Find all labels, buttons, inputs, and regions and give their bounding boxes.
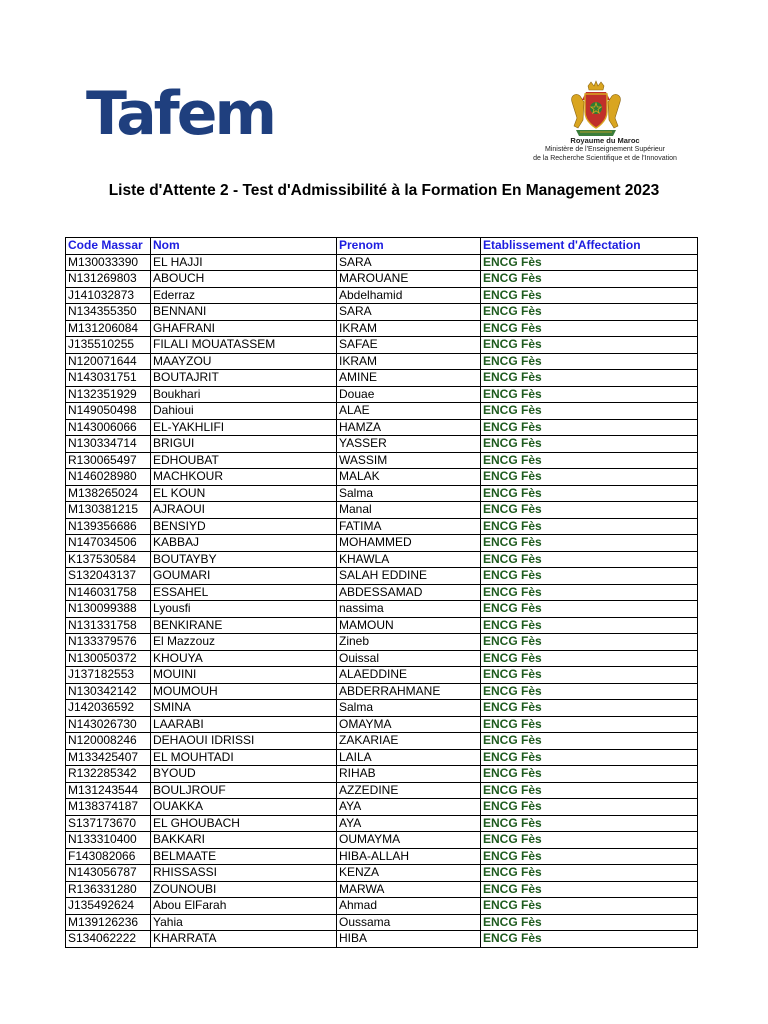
table-row xyxy=(66,716,698,733)
code-massar-cell: N130334714 xyxy=(66,436,151,453)
nom-cell: Boukhari xyxy=(151,386,337,403)
prenom-cell: AYA xyxy=(337,815,481,832)
nom-cell: BENNANI xyxy=(151,304,337,321)
code-massar-cell: N130050372 xyxy=(66,650,151,667)
etablissement-cell: ENCG Fès xyxy=(481,700,698,717)
prenom-cell: MAROUANE xyxy=(337,271,481,288)
etablissement-cell: ENCG Fès xyxy=(481,799,698,816)
nom-cell: Lyousfi xyxy=(151,601,337,618)
code-massar-cell: J142036592 xyxy=(66,700,151,717)
etablissement-cell: ENCG Fès xyxy=(481,848,698,865)
table-row xyxy=(66,634,698,651)
nom-cell: BENSIYD xyxy=(151,518,337,535)
nom-cell: ESSAHEL xyxy=(151,584,337,601)
waiting-list-table xyxy=(65,237,698,948)
nom-cell: Abou ElFarah xyxy=(151,898,337,915)
table-row xyxy=(66,271,698,288)
code-massar-cell: F143082066 xyxy=(66,848,151,865)
etablissement-cell: ENCG Fès xyxy=(481,650,698,667)
nom-cell: Dahioui xyxy=(151,403,337,420)
prenom-cell: SALAH EDDINE xyxy=(337,568,481,585)
nom-cell: MAAYZOU xyxy=(151,353,337,370)
prenom-cell: ABDERRAHMANE xyxy=(337,683,481,700)
prenom-cell: IKRAM xyxy=(337,320,481,337)
nom-cell: KHARRATA xyxy=(151,931,337,948)
nom-cell: SMINA xyxy=(151,700,337,717)
prenom-cell: KHAWLA xyxy=(337,551,481,568)
table-body xyxy=(66,254,698,947)
nom-cell: Ederraz xyxy=(151,287,337,304)
code-massar-cell: N120071644 xyxy=(66,353,151,370)
table-row xyxy=(66,799,698,816)
nom-cell: EL HAJJI xyxy=(151,254,337,271)
code-massar-cell: S132043137 xyxy=(66,568,151,585)
nom-cell: BOUTAYBY xyxy=(151,551,337,568)
etablissement-cell: ENCG Fès xyxy=(481,485,698,502)
prenom-cell: KENZA xyxy=(337,865,481,882)
table-row xyxy=(66,568,698,585)
etablissement-cell: ENCG Fès xyxy=(481,304,698,321)
etablissement-cell: ENCG Fès xyxy=(481,271,698,288)
prenom-cell: SARA xyxy=(337,254,481,271)
nom-cell: BOUTAJRIT xyxy=(151,370,337,387)
table-row xyxy=(66,667,698,684)
etablissement-cell: ENCG Fès xyxy=(481,452,698,469)
code-massar-cell: K137530584 xyxy=(66,551,151,568)
document-title: Liste d'Attente 2 - Test d'Admissibilité à la Formation En Management 2023 xyxy=(108,182,660,199)
code-massar-cell: N130342142 xyxy=(66,683,151,700)
table-row xyxy=(66,584,698,601)
etablissement-cell: ENCG Fès xyxy=(481,914,698,931)
nom-cell: El Mazzouz xyxy=(151,634,337,651)
nom-cell: GOUMARI xyxy=(151,568,337,585)
table-row xyxy=(66,898,698,915)
etablissement-cell: ENCG Fès xyxy=(481,667,698,684)
code-massar-cell: S134062222 xyxy=(66,931,151,948)
code-massar-cell: N131269803 xyxy=(66,271,151,288)
code-massar-cell: S137173670 xyxy=(66,815,151,832)
code-massar-cell: N143031751 xyxy=(66,370,151,387)
table-row xyxy=(66,403,698,420)
nom-cell: ZOUNOUBI xyxy=(151,881,337,898)
nom-cell: BENKIRANE xyxy=(151,617,337,634)
prenom-cell: HAMZA xyxy=(337,419,481,436)
prenom-cell: Ouissal xyxy=(337,650,481,667)
nom-cell: EDHOUBAT xyxy=(151,452,337,469)
etablissement-cell: ENCG Fès xyxy=(481,337,698,354)
code-massar-cell: M131243544 xyxy=(66,782,151,799)
etablissement-cell: ENCG Fès xyxy=(481,733,698,750)
prenom-cell: SAFAE xyxy=(337,337,481,354)
nom-cell: AJRAOUI xyxy=(151,502,337,519)
table-row xyxy=(66,617,698,634)
table-row xyxy=(66,452,698,469)
nom-cell: EL MOUHTADI xyxy=(151,749,337,766)
prenom-cell: FATIMA xyxy=(337,518,481,535)
table-row xyxy=(66,683,698,700)
prenom-cell: IKRAM xyxy=(337,353,481,370)
table-row xyxy=(66,535,698,552)
code-massar-cell: N130099388 xyxy=(66,601,151,618)
table-row xyxy=(66,469,698,486)
table-row xyxy=(66,386,698,403)
code-massar-cell: M130033390 xyxy=(66,254,151,271)
code-massar-cell: M138374187 xyxy=(66,799,151,816)
header-etablissement: Etablissement d'Affectation xyxy=(481,238,698,255)
code-massar-cell: M133425407 xyxy=(66,749,151,766)
table-row xyxy=(66,370,698,387)
etablissement-cell: ENCG Fès xyxy=(481,881,698,898)
etablissement-cell: ENCG Fès xyxy=(481,832,698,849)
prenom-cell: Douae xyxy=(337,386,481,403)
prenom-cell: Zineb xyxy=(337,634,481,651)
code-massar-cell: N147034506 xyxy=(66,535,151,552)
nom-cell: BAKKARI xyxy=(151,832,337,849)
table-row xyxy=(66,601,698,618)
etablissement-cell: ENCG Fès xyxy=(481,634,698,651)
prenom-cell: ALAEDDINE xyxy=(337,667,481,684)
etablissement-cell: ENCG Fès xyxy=(481,617,698,634)
prenom-cell: AZZEDINE xyxy=(337,782,481,799)
table-row xyxy=(66,353,698,370)
etablissement-cell: ENCG Fès xyxy=(481,601,698,618)
prenom-cell: Salma xyxy=(337,485,481,502)
table-row xyxy=(66,518,698,535)
table-row xyxy=(66,766,698,783)
nom-cell: RHISSASSI xyxy=(151,865,337,882)
header-code-massar: Code Massar xyxy=(66,238,151,255)
etablissement-cell: ENCG Fès xyxy=(481,749,698,766)
etablissement-cell: ENCG Fès xyxy=(481,353,698,370)
nom-cell: BYOUD xyxy=(151,766,337,783)
table-row xyxy=(66,848,698,865)
table-row xyxy=(66,700,698,717)
table-row xyxy=(66,865,698,882)
prenom-cell: MALAK xyxy=(337,469,481,486)
prenom-cell: MOHAMMED xyxy=(337,535,481,552)
header-prenom: Prenom xyxy=(337,238,481,255)
nom-cell: KHOUYA xyxy=(151,650,337,667)
prenom-cell: Manal xyxy=(337,502,481,519)
table-row xyxy=(66,320,698,337)
prenom-cell: OMAYMA xyxy=(337,716,481,733)
code-massar-cell: J137182553 xyxy=(66,667,151,684)
code-massar-cell: J135510255 xyxy=(66,337,151,354)
prenom-cell: RIHAB xyxy=(337,766,481,783)
table-row xyxy=(66,881,698,898)
nom-cell: DEHAOUI IDRISSI xyxy=(151,733,337,750)
prenom-cell: OUMAYMA xyxy=(337,832,481,849)
table-row xyxy=(66,287,698,304)
code-massar-cell: N143026730 xyxy=(66,716,151,733)
prenom-cell: ZAKARIAE xyxy=(337,733,481,750)
code-massar-cell: N143056787 xyxy=(66,865,151,882)
nom-cell: EL KOUN xyxy=(151,485,337,502)
prenom-cell: Salma xyxy=(337,700,481,717)
nom-cell: KABBAJ xyxy=(151,535,337,552)
etablissement-cell: ENCG Fès xyxy=(481,502,698,519)
code-massar-cell: R132285342 xyxy=(66,766,151,783)
code-massar-cell: N133310400 xyxy=(66,832,151,849)
table-row xyxy=(66,782,698,799)
code-massar-cell: N143006066 xyxy=(66,419,151,436)
code-massar-cell: N131331758 xyxy=(66,617,151,634)
code-massar-cell: N134355350 xyxy=(66,304,151,321)
prenom-cell: MARWA xyxy=(337,881,481,898)
nom-cell: EL GHOUBACH xyxy=(151,815,337,832)
etablissement-cell: ENCG Fès xyxy=(481,535,698,552)
code-massar-cell: R136331280 xyxy=(66,881,151,898)
code-massar-cell: M130381215 xyxy=(66,502,151,519)
code-massar-cell: N132351929 xyxy=(66,386,151,403)
code-massar-cell: M138265024 xyxy=(66,485,151,502)
etablissement-cell: ENCG Fès xyxy=(481,403,698,420)
table-row xyxy=(66,419,698,436)
prenom-cell: HIBA xyxy=(337,931,481,948)
nom-cell: ABOUCH xyxy=(151,271,337,288)
code-massar-cell: J135492624 xyxy=(66,898,151,915)
etablissement-cell: ENCG Fès xyxy=(481,436,698,453)
nom-cell: LAARABI xyxy=(151,716,337,733)
code-massar-cell: N146028980 xyxy=(66,469,151,486)
prenom-cell: HIBA-ALLAH xyxy=(337,848,481,865)
etablissement-cell: ENCG Fès xyxy=(481,370,698,387)
code-massar-cell: N149050498 xyxy=(66,403,151,420)
code-massar-cell: M131206084 xyxy=(66,320,151,337)
nom-cell: FILALI MOUATASSEM xyxy=(151,337,337,354)
table-row xyxy=(66,551,698,568)
nom-cell: BRIGUI xyxy=(151,436,337,453)
etablissement-cell: ENCG Fès xyxy=(481,287,698,304)
table-row xyxy=(66,832,698,849)
etablissement-cell: ENCG Fès xyxy=(481,386,698,403)
table-row xyxy=(66,914,698,931)
tafem-logo: Tafem xyxy=(86,79,274,149)
table-row xyxy=(66,749,698,766)
code-massar-cell: N146031758 xyxy=(66,584,151,601)
ministry-caption xyxy=(520,136,690,163)
nom-cell: EL-YAKHLIFI xyxy=(151,419,337,436)
etablissement-cell: ENCG Fès xyxy=(481,419,698,436)
etablissement-cell: ENCG Fès xyxy=(481,782,698,799)
prenom-cell: Oussama xyxy=(337,914,481,931)
kingdom-name: Royaume du Maroc xyxy=(570,136,640,145)
table-row xyxy=(66,502,698,519)
etablissement-cell: ENCG Fès xyxy=(481,469,698,486)
etablissement-cell: ENCG Fès xyxy=(481,865,698,882)
nom-cell: BOULJROUF xyxy=(151,782,337,799)
etablissement-cell: ENCG Fès xyxy=(481,931,698,948)
etablissement-cell: ENCG Fès xyxy=(481,766,698,783)
nom-cell: Yahia xyxy=(151,914,337,931)
etablissement-cell: ENCG Fès xyxy=(481,815,698,832)
code-massar-cell: M139126236 xyxy=(66,914,151,931)
prenom-cell: MAMOUN xyxy=(337,617,481,634)
table-row xyxy=(66,650,698,667)
etablissement-cell: ENCG Fès xyxy=(481,898,698,915)
prenom-cell: ALAE xyxy=(337,403,481,420)
code-massar-cell: J141032873 xyxy=(66,287,151,304)
code-massar-cell: N133379576 xyxy=(66,634,151,651)
table-row xyxy=(66,337,698,354)
ministry-line-2: de la Recherche Scientifique et de l'Innovation xyxy=(533,155,677,162)
nom-cell: BELMAATE xyxy=(151,848,337,865)
table-row xyxy=(66,931,698,948)
etablissement-cell: ENCG Fès xyxy=(481,683,698,700)
etablissement-cell: ENCG Fès xyxy=(481,551,698,568)
table-row xyxy=(66,304,698,321)
code-massar-cell: R130065497 xyxy=(66,452,151,469)
nom-cell: MOUINI xyxy=(151,667,337,684)
nom-cell: OUAKKA xyxy=(151,799,337,816)
prenom-cell: ABDESSAMAD xyxy=(337,584,481,601)
prenom-cell: Ahmad xyxy=(337,898,481,915)
etablissement-cell: ENCG Fès xyxy=(481,584,698,601)
prenom-cell: AMINE xyxy=(337,370,481,387)
prenom-cell: SARA xyxy=(337,304,481,321)
prenom-cell: WASSIM xyxy=(337,452,481,469)
nom-cell: MACHKOUR xyxy=(151,469,337,486)
prenom-cell: LAILA xyxy=(337,749,481,766)
table-row xyxy=(66,254,698,271)
etablissement-cell: ENCG Fès xyxy=(481,518,698,535)
table-row xyxy=(66,733,698,750)
etablissement-cell: ENCG Fès xyxy=(481,320,698,337)
etablissement-cell: ENCG Fès xyxy=(481,254,698,271)
nom-cell: MOUMOUH xyxy=(151,683,337,700)
table-row xyxy=(66,815,698,832)
table-row xyxy=(66,485,698,502)
prenom-cell: AYA xyxy=(337,799,481,816)
prenom-cell: YASSER xyxy=(337,436,481,453)
prenom-cell: nassima xyxy=(337,601,481,618)
etablissement-cell: ENCG Fès xyxy=(481,568,698,585)
code-massar-cell: N120008246 xyxy=(66,733,151,750)
prenom-cell: Abdelhamid xyxy=(337,287,481,304)
etablissement-cell: ENCG Fès xyxy=(481,716,698,733)
ministry-line-1: Ministère de l'Enseignement Supérieur xyxy=(544,146,665,153)
table-header-row xyxy=(66,238,698,255)
nom-cell: GHAFRANI xyxy=(151,320,337,337)
moroccan-coat-of-arms-icon xyxy=(566,80,626,140)
header-nom: Nom xyxy=(151,238,337,255)
code-massar-cell: N139356686 xyxy=(66,518,151,535)
table-row xyxy=(66,436,698,453)
